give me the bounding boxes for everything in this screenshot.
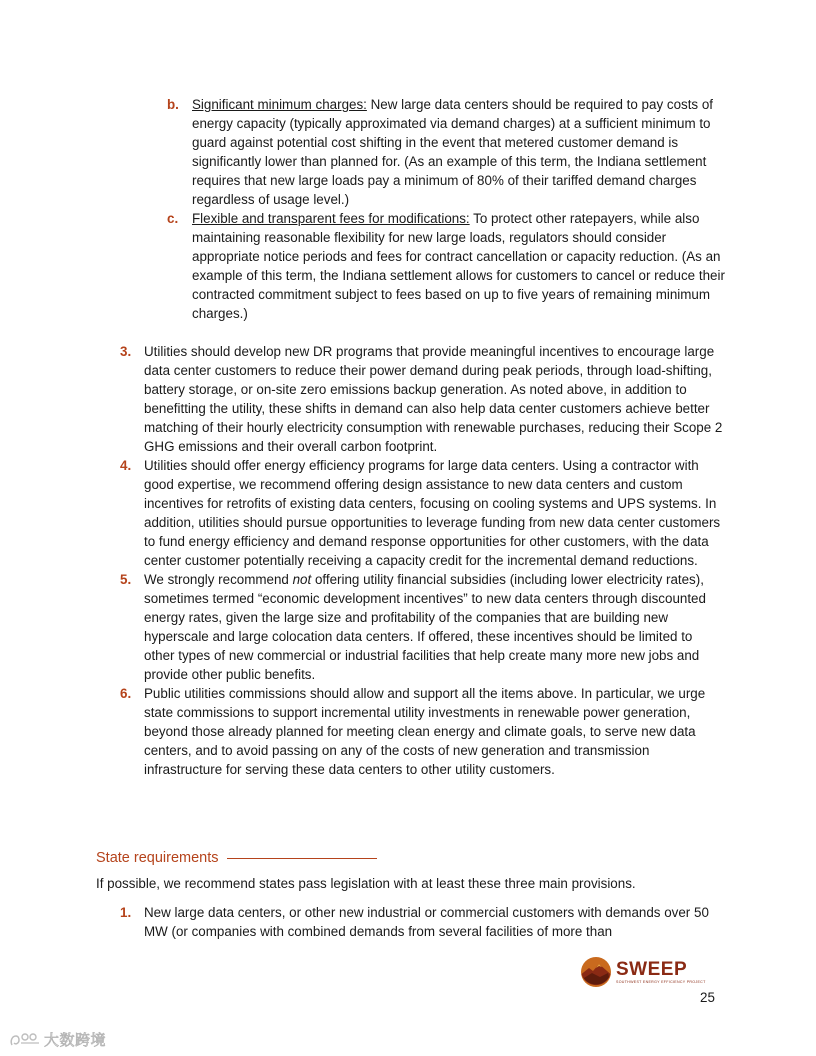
- list-item-b: [167, 95, 727, 209]
- heading-rule: [227, 858, 377, 859]
- item-text: Public utilities commissions should allow and support all the items above. In particular, we urge state commissions to support incremental utility investments in renewable power generation, beyond those already planned for meeting clean energy and climate goals, to serve new data centers, and to avoid passing on any of the costs of new generation and transmission infrastructure for serving these data centers to other utility customers.: [144, 686, 706, 777]
- state-requirements-list: [120, 903, 726, 941]
- sub-item-list: [167, 95, 727, 323]
- item-marker: b.: [167, 97, 179, 112]
- item-text: [144, 570, 726, 684]
- item-body: New large data centers should be required to pay costs of energy capacity (typically approximated via demand charges) at a sufficient minimum to guard against potential cost shifting in the event that metered customer demand is significantly lower than planned for. (As an example of this term, the Indiana settlement requires that new large loads pay a minimum of 80% of their tariffed demand charges regardless of usage level.): [192, 97, 714, 207]
- item-marker: 4.: [120, 458, 132, 473]
- item-marker: 1.: [120, 905, 132, 920]
- item-term: Significant minimum charges:: [192, 97, 367, 112]
- page-number: 25: [700, 990, 715, 1005]
- item-marker: 6.: [120, 686, 132, 701]
- section-heading-text: State requirements: [96, 850, 219, 866]
- item-marker: c.: [167, 211, 179, 226]
- list-item-1: [120, 903, 726, 941]
- item-marker: 3.: [120, 344, 132, 359]
- watermark-logo-icon: [8, 1031, 44, 1049]
- item-term: Flexible and transparent fees for modifications:: [192, 211, 470, 226]
- section-heading: [96, 848, 377, 868]
- list-item-4: [120, 456, 726, 570]
- sweep-logo: [580, 954, 706, 990]
- list-item-6: [120, 684, 726, 779]
- item-text: New large data centers, or other new industrial or commercial customers with demands over 50 MW (or companies with combined demands from several facilities of more than: [144, 905, 709, 939]
- item-text: Utilities should develop new DR programs that provide meaningful incentives to encourage large data center customers to reduce their power demand during peak periods, through load-shifting, battery storage, or on-site zero emissions backup generation. As noted above, in addition to benefitting the utility, these shifts in demand can also help data center customers achieve better matching of their hourly electricity consumption with renewable purchases, reducing their Scope 2 GHG emissions and their overall carbon footprint.: [144, 344, 723, 454]
- list-item-5: [120, 570, 726, 684]
- item-body: To protect other ratepayers, while also maintaining reasonable flexibility for new large loads, regulators should consider appropriate notice periods and fees for contract cancellation or capacity reduction. (As an example of this term, the Indiana settlement allows for customers to cancel or reduce their contracted commitment subject to fees based on up to five years of remaining minimum charges.): [192, 211, 725, 321]
- logo-text: [616, 960, 706, 985]
- list-item-3: [120, 342, 726, 456]
- logo-wordmark: SWEEP: [616, 958, 688, 980]
- item-body-end: offering utility financial subsidies (including lower electricity rates), sometimes termed “economic development incentives” to new data centers through discounted energy rates, given the large size and profitability of the companies that are building new hyperscale and large colocation data centers. If offered, these incentives should be limited to other types of new commercial or industrial facilities that help create many more new jobs and provide other public benefits.: [144, 572, 706, 682]
- item-body-start: We strongly recommend: [144, 572, 293, 587]
- section-intro: If possible, we recommend states pass legislation with at least these three main provisions.: [96, 876, 636, 891]
- item-text: [192, 209, 727, 323]
- logo-tagline: SOUTHWEST ENERGY EFFICIENCY PROJECT: [616, 979, 706, 984]
- list-item-c: [167, 209, 727, 323]
- watermark-text: 大数跨境: [44, 1030, 107, 1049]
- sun-mountain-icon: [580, 956, 612, 988]
- numbered-list: [120, 342, 726, 779]
- item-text: [192, 95, 727, 209]
- item-marker: 5.: [120, 572, 132, 587]
- item-emphasis: not: [292, 572, 312, 587]
- watermark: [8, 1030, 118, 1050]
- item-text: Utilities should offer energy efficiency programs for large data centers. Using a contractor with good expertise, we recommend offering design assistance to new data centers and custom incentives for retrofits of existing data centers, focusing on cooling systems and UPS systems. In addition, utilities should pursue opportunities to leverage funding from new data center customers to fund energy efficiency and demand response opportunities for other customers, with the data center customer potentially receiving a capacity credit for the incremental demand reductions.: [144, 458, 721, 568]
